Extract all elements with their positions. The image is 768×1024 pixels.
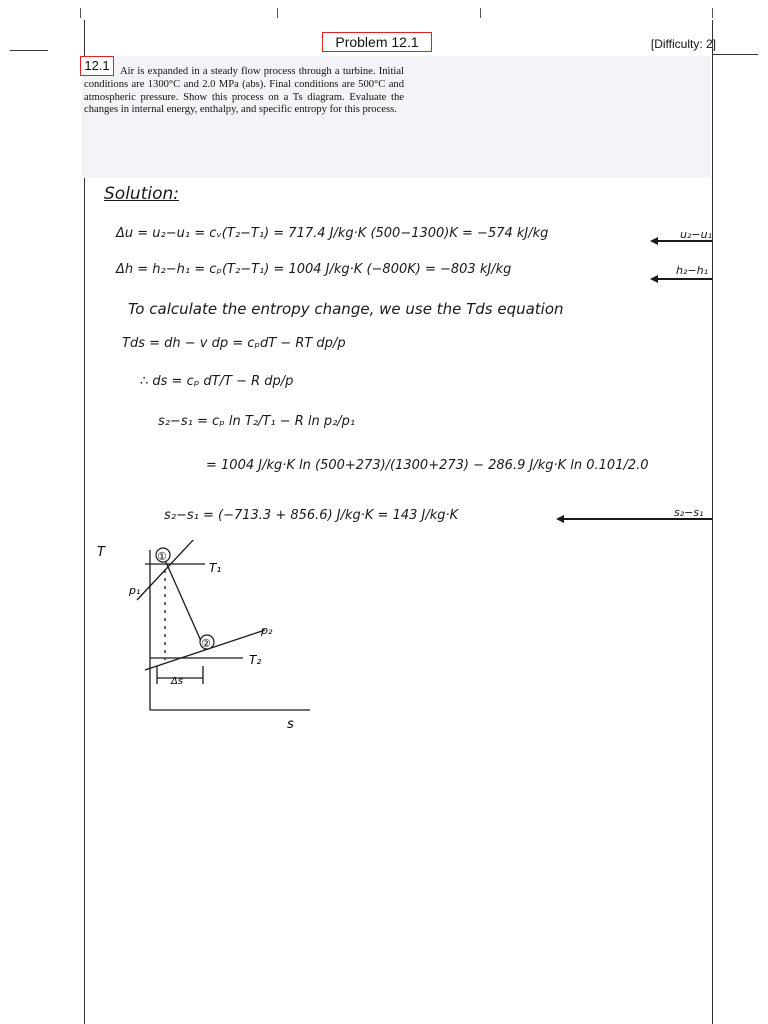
ts-diagram [95,540,325,740]
enthalpy-equation: Δh = h₂−h₁ = cₚ(T₂−T₁) = 1004 J/kg·K (−800K) = −803 kJ/kg [116,262,512,277]
entropy-change-formula: s₂−s₁ = cₚ ln T₂/T₁ − R ln p₂/p₁ [158,414,356,429]
top-right-rule [712,54,758,55]
ds-equation: ∴ ds = cₚ dT/T − R dp/p [140,374,294,389]
p1-label: p₁ [129,584,141,597]
crop-tick [480,8,481,18]
internal-energy-equation: Δu = u₂−u₁ = cᵥ(T₂−T₁) = 717.4 J/kg·K (500−1300)K = −574 kJ/kg [116,226,549,241]
state2-label: ② [201,637,211,650]
p2-label: p₂ [261,624,273,637]
entropy-change-substitution: = 1004 J/kg·K ln (500+273)/(1300+273) − 286.9 J/kg·K ln 0.101/2.0 [206,458,649,473]
t1-label: T₁ [209,561,222,575]
result-label-du: u₂−u₁ [680,228,712,241]
tds-equation: Tds = dh − v dp = cₚdT − RT dp/p [122,336,346,351]
x-axis-label: s [287,717,294,732]
ds-label: Δs [171,676,184,687]
difficulty-label: [Difficulty: 2] [650,37,716,51]
state1-label: ① [157,550,167,563]
right-margin-line [712,20,713,1024]
t2-label: T₂ [249,653,262,667]
entropy-note: To calculate the entropy change, we use the Tds equation [128,300,564,318]
crop-tick [277,8,278,18]
solution-heading: Solution: [104,184,179,204]
top-left-rule [10,50,48,51]
result-label-dh: h₂−h₁ [676,264,708,277]
result-label-ds: s₂−s₁ [674,506,704,519]
problem-statement: Air is expanded in a steady flow process through a turbine. Initial conditions are 1300°C and 2.0 MPa (abs). Final conditions are 500°C and atmospheric pressure. Show this process on a Ts diagram. Evaluate the changes in internal energy, enthalpy, and specific entropy for this process. [84,66,404,116]
crop-tick [80,8,81,18]
process-line [165,560,205,650]
crop-tick [712,8,713,18]
problem-number: 12.1 [80,56,114,76]
y-axis-label: T [97,545,105,560]
problem-title: Problem 12.1 [322,32,432,52]
result-arrow-line [656,278,712,280]
entropy-change-result: s₂−s₁ = (−713.3 + 856.6) J/kg·K = 143 J/kg·K [164,508,459,523]
